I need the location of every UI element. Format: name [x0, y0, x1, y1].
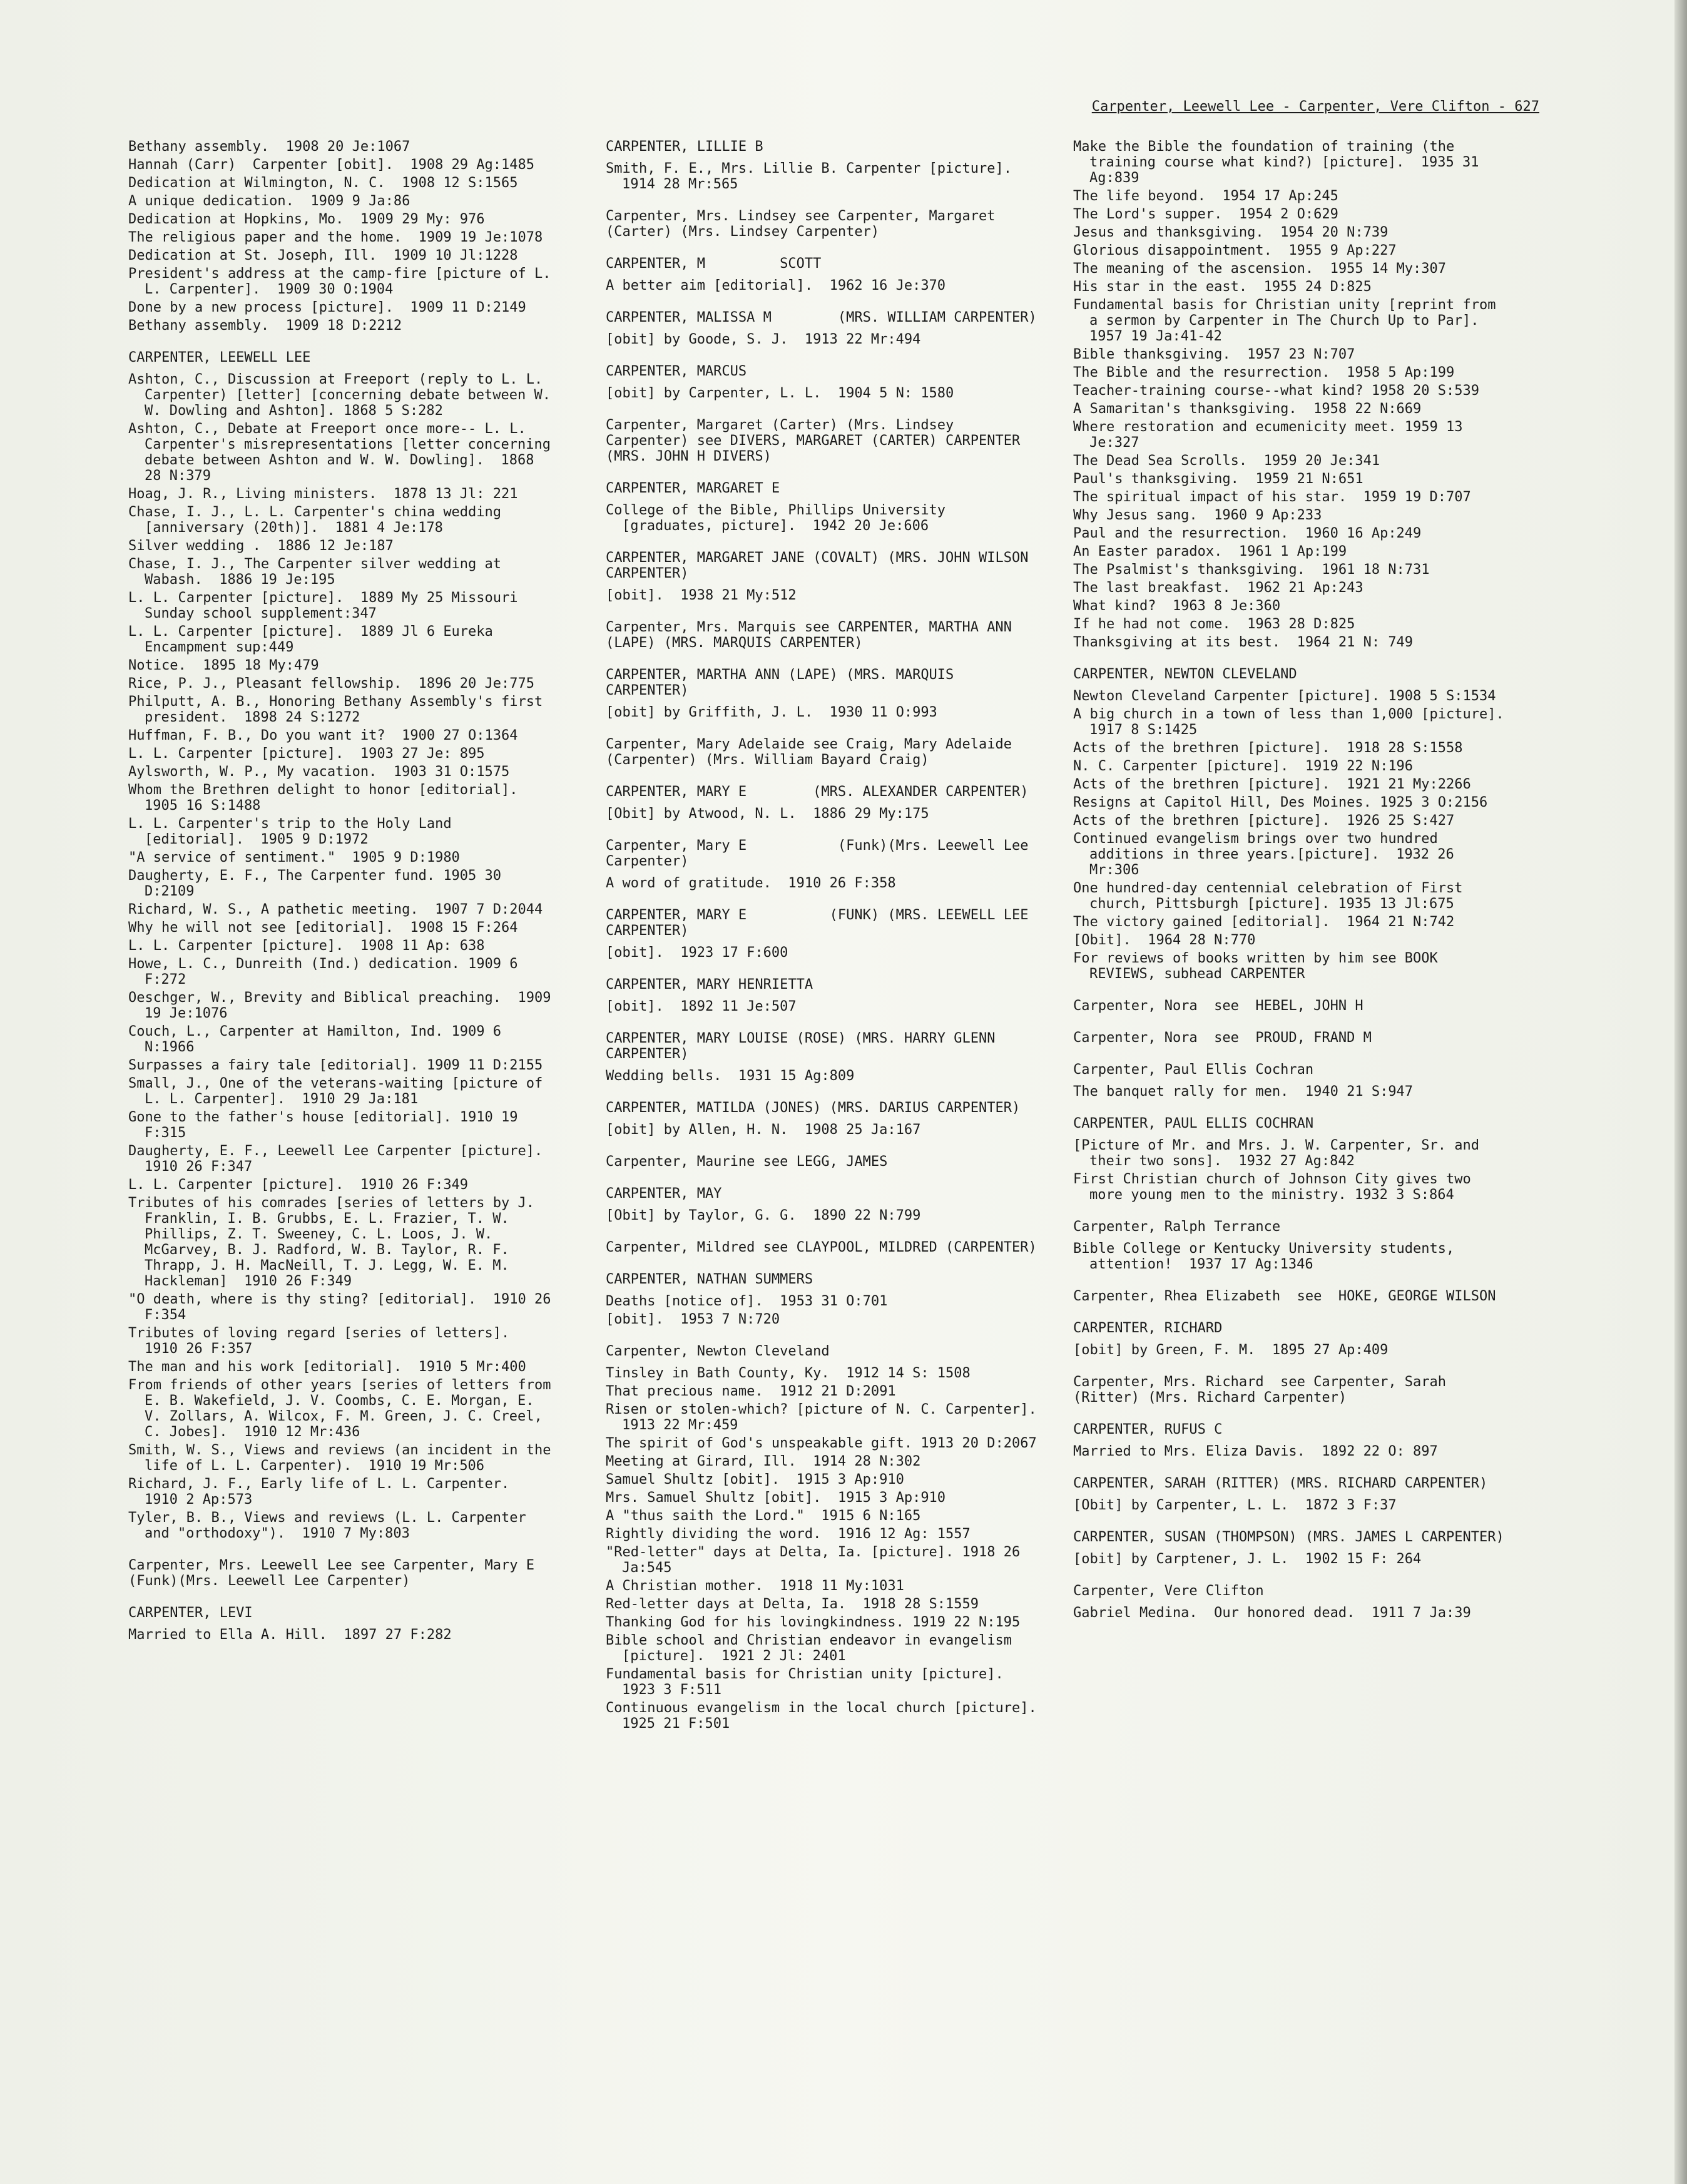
index-entry: That precious name. 1912 21 D:2091: [606, 1384, 896, 1399]
index-entry: Why Jesus sang. 1960 9 Ap:233: [1073, 508, 1322, 523]
index-entry: Teacher-training course--what kind? 1958 20 S:539: [1073, 383, 1480, 399]
index-heading: Carpenter, Mrs. Marquis see CARPENTER, MARTHA ANN (LAPE) (MRS. MARQUIS CARPENTER): [606, 620, 1021, 651]
index-entry: Bible school and Christian endeavor in evangelism [picture]. 1921 2 Jl: 2401: [606, 1633, 1021, 1664]
index-entry: The victory gained [editorial]. 1964 21 N:742: [1073, 914, 1455, 930]
index-section: [1073, 1320, 1511, 1358]
index-heading: CARPENTER, MATILDA (JONES) (MRS. DARIUS CARPENTER): [606, 1100, 1021, 1116]
index-heading: CARPENTER, RUFUS C: [1073, 1422, 1223, 1437]
index-entry: A word of gratitude. 1910 26 F:358: [606, 875, 896, 891]
index-heading: CARPENTER, RICHARD: [1073, 1320, 1223, 1336]
index-section: [606, 1154, 1037, 1170]
index-section: [606, 550, 1037, 603]
index-entry: Resigns at Capitol Hill, Des Moines. 1925 3 O:2156: [1073, 795, 1488, 810]
index-entry: L. L. Carpenter's trip to the Holy Land [editorial]. 1905 9 D:1972: [128, 816, 460, 847]
index-entry: Bible College or Kentucky University students, attention! 1937 17 Ag:1346: [1073, 1241, 1463, 1272]
index-entry: Fundamental basis for Christian unity [reprint from a sermon by Carpenter in The Church Up to Par]. 1957 19 Ja:41-42: [1073, 297, 1504, 344]
index-entry: Philputt, A. B., Honoring Bethany Assembly's first president. 1898 24 S:1272: [128, 694, 551, 725]
index-heading: Carpenter, Mary Adelaide see Craig, Mary Adelaide (Carpenter) (Mrs. William Bayard Craig): [606, 737, 1021, 768]
index-section: [606, 1344, 1054, 1732]
index-entry: For reviews of books written by him see BOOK REVIEWS, subhead CARPENTER: [1073, 951, 1447, 982]
index-entry: The spirit of God's unspeakable gift. 1913 20 D:2067: [606, 1436, 1037, 1451]
index-heading: CARPENTER, LILLIE B: [606, 139, 763, 155]
page-edge-shadow: [1674, 0, 1687, 2184]
index-entry: Jesus and thanksgiving. 1954 20 N:739: [1073, 225, 1389, 240]
index-entry: Notice. 1895 18 My:479: [128, 658, 319, 673]
index-entry: The Lord's supper. 1954 2 O:629: [1073, 207, 1338, 222]
index-entry: Richard, W. S., A pathetic meeting. 1907 7 D:2044: [128, 902, 543, 917]
index-entry: [obit] by Goode, S. J. 1913 22 Mr:494: [606, 332, 921, 347]
index-entry: The religious paper and the home. 1909 19 Je:1078: [128, 230, 543, 245]
index-entry: Risen or stolen-which? [picture of N. C. Carpenter]. 1913 22 Mr:459: [606, 1402, 1054, 1433]
index-section: [606, 1240, 1037, 1255]
index-entry: [obit]. 1953 7 N:720: [606, 1312, 780, 1327]
index-entry: Meeting at Girard, Ill. 1914 28 N:302: [606, 1454, 921, 1469]
index-section: [606, 310, 1037, 347]
index-section: [128, 1558, 609, 1589]
index-entry: Bethany assembly. 1908 20 Je:1067: [128, 139, 410, 155]
index-entry: Smith, W. S., Views and reviews (an incident in the life of L. L. Carpenter). 1910 19 Mr:506: [128, 1442, 559, 1474]
index-entry: The man and his work [editorial]. 1910 5 Mr:400: [128, 1359, 526, 1375]
index-entry: [obit]. 1892 11 Je:507: [606, 999, 797, 1014]
index-section: [606, 737, 1037, 768]
index-entry: L. L. Carpenter [picture]. 1889 My 25 Missouri Sunday school supplement:347: [128, 590, 526, 621]
index-entry: From friends of other years [series of letters from E. B. Wakefield, J. V. Coombs, C. E. Morgan, E. V. Zollars, A. Wilcox, F. M. Green, J. C. Creel, C. Jobes]. 1910 12 Mr:436: [128, 1377, 559, 1440]
index-entry: Ashton, C., Discussion at Freeport (reply to L. L. Carpenter) [letter] [concerning debate between W. W. Dowling and Ashton]. 1868 5 S:282: [128, 372, 559, 419]
index-heading: CARPENTER, PAUL ELLIS COCHRAN: [1073, 1116, 1314, 1131]
index-entry: [obit] by Griffith, J. L. 1930 11 O:993: [606, 705, 937, 720]
index-entry: A better aim [editorial]. 1962 16 Je:370: [606, 278, 946, 293]
running-header: Carpenter, Leewell Lee - Carpenter, Vere Clifton - 627: [1091, 99, 1539, 115]
index-entry: Gone to the father's house [editorial]. 1910 19 F:315: [128, 1110, 526, 1141]
index-entry: Hoag, J. R., Living ministers. 1878 13 Jl: 221: [128, 486, 518, 502]
index-entry: President's address at the camp-fire [picture of L. L. Carpenter]. 1909 30 O:1904: [128, 266, 559, 297]
index-entry: What kind? 1963 8 Je:360: [1073, 598, 1281, 614]
index-entry: The Psalmist's thanksgiving. 1961 18 N:731: [1073, 562, 1430, 578]
index-heading: CARPENTER, NEWTON CLEVELAND: [1073, 666, 1297, 682]
index-heading: CARPENTER, SARAH (RITTER) (MRS. RICHARD CARPENTER): [1073, 1476, 1488, 1491]
index-entry: Bible thanksgiving. 1957 23 N:707: [1073, 347, 1355, 362]
index-entry: His star in the east. 1955 24 D:825: [1073, 279, 1372, 295]
index-heading: CARPENTER, LEEWELL LEE: [128, 350, 311, 365]
index-entry: Couch, L., Carpenter at Hamilton, Ind. 1909 6 N:1966: [128, 1024, 510, 1055]
index-heading: Carpenter, Paul Ellis Cochran: [1073, 1062, 1314, 1078]
index-heading: CARPENTER, MARGARET JANE (COVALT) (MRS. JOHN WILSON CARPENTER): [606, 550, 1037, 581]
index-entry: Oeschger, W., Brevity and Biblical preaching. 1909 19 Je:1076: [128, 990, 559, 1021]
index-section: [1073, 1219, 1511, 1272]
index-entry: Deaths [notice of]. 1953 31 O:701: [606, 1294, 888, 1309]
index-entry: [obit] by Carptener, J. L. 1902 15 F: 264: [1073, 1551, 1422, 1567]
index-heading: Carpenter, Maurine see LEGG, JAMES: [606, 1154, 888, 1170]
index-section: [606, 1186, 1037, 1223]
index-entry: Thanking God for his lovingkindness. 1919 22 N:195: [606, 1615, 1021, 1630]
index-entry: Paul's thanksgiving. 1959 21 N:651: [1073, 471, 1363, 487]
index-entry: Bethany assembly. 1909 18 D:2212: [128, 318, 402, 334]
index-entry: Rice, P. J., Pleasant fellowship. 1896 20 Je:775: [128, 676, 535, 691]
index-entry: An Easter paradox. 1961 1 Ap:199: [1073, 544, 1347, 559]
index-entry: The meaning of the ascension. 1955 14 My:307: [1073, 261, 1447, 277]
index-entry: [obit] by Green, F. M. 1895 27 Ap:409: [1073, 1342, 1389, 1358]
index-heading: Carpenter, Ralph Terrance: [1073, 1219, 1281, 1235]
index-entry: [Obit] by Atwood, N. L. 1886 29 My:175: [606, 806, 929, 822]
index-entry: Daugherty, E. F., The Carpenter fund. 1905 30 D:2109: [128, 868, 510, 899]
index-entry: L. L. Carpenter [picture]. 1889 Jl 6 Eureka Encampment sup:449: [128, 624, 502, 655]
column-3: [1073, 139, 1521, 1623]
index-entry: Rightly dividing the word. 1916 12 Ag: 1557: [606, 1526, 971, 1542]
index-section: [128, 1605, 554, 1643]
column-1: [128, 139, 609, 1645]
index-entry: Chase, I. J., The Carpenter silver wedding at Wabash. 1886 19 Je:195: [128, 556, 510, 588]
index-section: [606, 208, 1037, 240]
index-entry: Samuel Shultz [obit]. 1915 3 Ap:910: [606, 1472, 904, 1487]
index-section: [606, 1100, 1037, 1138]
index-entry: L. L. Carpenter [picture]. 1903 27 Je: 895: [128, 746, 485, 762]
index-entry: The last breakfast. 1962 21 Ap:243: [1073, 580, 1363, 596]
index-section: [606, 364, 1037, 401]
index-entry: The Dead Sea Scrolls. 1959 20 Je:341: [1073, 453, 1380, 469]
index-entry: If he had not come. 1963 28 D:825: [1073, 616, 1355, 632]
index-entry: Tyler, B. B., Views and reviews (L. L. Carpenter and "orthodoxy"). 1910 7 My:803: [128, 1510, 535, 1541]
index-heading: CARPENTER, NATHAN SUMMERS: [606, 1272, 813, 1287]
index-entry: Acts of the brethren [picture]. 1921 21 My:2266: [1073, 777, 1471, 792]
index-entry: The Bible and the resurrection. 1958 5 Ap:199: [1073, 365, 1455, 380]
index-section: [606, 481, 1037, 534]
index-entry: Make the Bible the foundation of training (the training course what kind?) [picture]. 1935 31 Ag:839: [1073, 139, 1487, 186]
index-entry: Richard, J. F., Early life of L. L. Carpenter. 1910 2 Ap:573: [128, 1476, 526, 1508]
index-heading: Carpenter, Nora see PROUD, FRAND M: [1073, 1030, 1372, 1046]
index-entry: Tributes of loving regard [series of letters]. 1910 26 F:357: [128, 1325, 526, 1357]
index-entry: [Obit] by Carpenter, L. L. 1872 3 F:37: [1073, 1498, 1397, 1513]
index-entry: [obit]. 1938 21 My:512: [606, 588, 797, 603]
index-section: [606, 1272, 1037, 1327]
index-entry: Dedication at Wilmington, N. C. 1908 12 S:1565: [128, 175, 518, 191]
index-entry: A Samaritan's thanksgiving. 1958 22 N:669: [1073, 401, 1422, 417]
index-entry: Howe, L. C., Dunreith (Ind.) dedication. 1909 6 F:272: [128, 956, 526, 987]
index-entry: Continuous evangelism in the local church [picture]. 1925 21 F:501: [606, 1700, 1054, 1732]
index-heading: CARPENTER, MARTHA ANN (LAPE) (MRS. MARQUIS CARPENTER): [606, 667, 962, 698]
index-heading: CARPENTER, MARGARET E: [606, 481, 780, 496]
index-entry: [obit]. 1923 17 F:600: [606, 945, 788, 961]
index-entry: Glorious disappointment. 1955 9 Ap:227: [1073, 243, 1397, 258]
index-entry: [obit] by Allen, H. N. 1908 25 Ja:167: [606, 1122, 921, 1138]
index-entry: L. L. Carpenter [picture]. 1910 26 F:349: [128, 1177, 469, 1193]
index-section: [128, 139, 559, 334]
index-heading: CARPENTER, MAY: [606, 1186, 722, 1202]
index-entry: Hannah (Carr) Carpenter [obit]. 1908 29 Ag:1485: [128, 157, 535, 173]
index-heading: Carpenter, Margaret (Carter) (Mrs. Lindsey Carpenter) see DIVERS, MARGARET (CARTER) CARPENTER (MRS. JOHN H DIVERS): [606, 417, 1029, 464]
index-heading: Carpenter, Mrs. Richard see Carpenter, Sarah (Ritter) (Mrs. Richard Carpenter): [1073, 1374, 1455, 1406]
index-entry: Aylsworth, W. P., My vacation. 1903 31 O:1575: [128, 764, 510, 780]
index-heading: CARPENTER, LEVI: [128, 1605, 253, 1621]
column-2: [606, 139, 1054, 1734]
index-entry: Chase, I. J., L. L. Carpenter's china wedding [anniversary (20th)]. 1881 4 Je:178: [128, 504, 510, 536]
index-heading: CARPENTER, MARY HENRIETTA: [606, 977, 813, 992]
index-entry: Married to Ella A. Hill. 1897 27 F:282: [128, 1627, 452, 1643]
index-section: [1073, 666, 1521, 982]
index-entry: "O death, where is thy sting? [editorial]. 1910 26 F:354: [128, 1292, 559, 1323]
index-heading: Carpenter, Mildred see CLAYPOOL, MILDRED (CARPENTER): [606, 1240, 1037, 1255]
index-entry: A unique dedication. 1909 9 Ja:86: [128, 193, 410, 209]
index-heading: CARPENTER, MARY LOUISE (ROSE) (MRS. HARRY GLENN CARPENTER): [606, 1031, 1004, 1062]
index-section: [1073, 1374, 1511, 1406]
index-entry: College of the Bible, Phillips University [graduates, picture]. 1942 20 Je:606: [606, 503, 954, 534]
index-section: [606, 907, 1037, 961]
index-entry: Gabriel Medina. Our honored dead. 1911 7 Ja:39: [1073, 1605, 1471, 1621]
index-entry: The banquet rally for men. 1940 21 S:947: [1073, 1084, 1414, 1100]
index-entry: [Picture of Mr. and Mrs. J. W. Carpenter, Sr. and their two sons]. 1932 27 Ag:842: [1073, 1138, 1488, 1169]
index-entry: Tributes of his comrades [series of letters by J. Franklin, I. B. Grubbs, E. L. Frazier, T. W. Phillips, Z. T. Sweeney, C. L. Loos, J. W. McGarvey, B. J. Radford, W. B. Taylor, R. F. Thrapp, J. H. MacNeill, T. J. Legg, W. E. M. Hackleman] 1910 26 F:349: [128, 1195, 543, 1289]
index-entry: [Obit] by Taylor, G. G. 1890 22 N:799: [606, 1208, 921, 1223]
index-section: [1073, 1583, 1511, 1621]
index-entry: Daugherty, E. F., Leewell Lee Carpenter [picture]. 1910 26 F:347: [128, 1143, 559, 1175]
index-entry: [Obit]. 1964 28 N:770: [1073, 932, 1256, 948]
index-section: [1073, 1116, 1511, 1203]
index-entry: Fundamental basis for Christian unity [picture]. 1923 3 F:511: [606, 1666, 1021, 1698]
index-entry: Acts of the brethren [picture]. 1918 28 S:1558: [1073, 740, 1463, 756]
index-entry: Smith, F. E., Mrs. Lillie B. Carpenter [picture]. 1914 28 Mr:565: [606, 161, 1029, 192]
index-entry: One hundred-day centennial celebration of First church, Pittsburgh [picture]. 1935 13 Jl:675: [1073, 880, 1471, 912]
index-section: [606, 139, 1037, 192]
index-heading: Carpenter, Vere Clifton: [1073, 1583, 1264, 1599]
index-entry: Huffman, F. B., Do you want it? 1900 27 O:1364: [128, 728, 518, 743]
index-entry: A Christian mother. 1918 11 My:1031: [606, 1578, 904, 1594]
index-entry: Small, J., One of the veterans-waiting [picture of L. L. Carpenter]. 1910 29 Ja:181: [128, 1076, 551, 1107]
index-heading: CARPENTER, MALISSA M (MRS. WILLIAM CARPENTER): [606, 310, 1037, 325]
index-entry: [obit] by Carpenter, L. L. 1904 5 N: 1580: [606, 385, 954, 401]
index-section: [606, 1031, 1037, 1084]
index-heading: Carpenter, Mrs. Lindsey see Carpenter, Margaret (Carter) (Mrs. Lindsey Carpenter): [606, 208, 1004, 240]
index-entry: Acts of the brethren [picture]. 1926 25 S:427: [1073, 813, 1455, 829]
index-section: [1073, 1030, 1511, 1046]
index-heading: CARPENTER, MARY E (MRS. ALEXANDER CARPENTER): [606, 784, 1029, 800]
index-heading: CARPENTER, MARY E (FUNK) (MRS. LEEWELL LEE CARPENTER): [606, 907, 1037, 939]
index-entry: "Red-letter" days at Delta, Ia. [picture]. 1918 26 Ja:545: [606, 1544, 1029, 1576]
index-heading: CARPENTER, M SCOTT: [606, 256, 822, 272]
index-section: [606, 977, 1037, 1014]
index-heading: Carpenter, Newton Cleveland: [606, 1344, 830, 1359]
index-section: [1073, 1288, 1511, 1304]
index-entry: Red-letter days at Delta, Ia. 1918 28 S:1559: [606, 1596, 979, 1612]
index-section: [1073, 1062, 1511, 1100]
index-section: [606, 256, 1037, 293]
index-section: [1073, 1422, 1511, 1459]
index-entry: Surpasses a fairy tale [editorial]. 1909 11 D:2155: [128, 1058, 543, 1073]
index-entry: A "thus saith the Lord." 1915 6 N:165: [606, 1508, 921, 1524]
index-entry: Silver wedding . 1886 12 Je:187: [128, 538, 394, 554]
index-heading: Carpenter, Mary E (Funk)(Mrs. Leewell Lee Carpenter): [606, 838, 1037, 869]
index-entry: Wedding bells. 1931 15 Ag:809: [606, 1068, 855, 1084]
index-entry: Dedication at Hopkins, Mo. 1909 29 My: 976: [128, 212, 485, 227]
index-entry: First Christian church of Johnson City gives two more young men to the ministry. 1932 3 S:864: [1073, 1171, 1480, 1203]
index-entry: Done by a new process [picture]. 1909 11 D:2149: [128, 300, 526, 315]
index-section: [1073, 139, 1511, 650]
index-entry: The life beyond. 1954 17 Ap:245: [1073, 188, 1338, 204]
index-section: [606, 784, 1037, 822]
index-entry: Continued evangelism brings over two hundred additions in three years.[picture]. 1932 26 Mr:306: [1073, 831, 1463, 878]
index-section: [1073, 1476, 1511, 1513]
index-entry: Thanksgiving at its best. 1964 21 N: 749: [1073, 635, 1414, 650]
index-entry: Ashton, C., Debate at Freeport once more-- L. L. Carpenter's misrepresentations [letter concerning debate between Ashton and W. W. Dowling]. 1868 28 N:379: [128, 421, 559, 484]
index-heading: Carpenter, Mrs. Leewell Lee see Carpenter, Mary E (Funk)(Mrs. Leewell Lee Carpenter): [128, 1558, 609, 1589]
index-entry: Mrs. Samuel Shultz [obit]. 1915 3 Ap:910: [606, 1490, 946, 1506]
index-entry: L. L. Carpenter [picture]. 1908 11 Ap: 638: [128, 938, 485, 954]
index-entry: Newton Cleveland Carpenter [picture]. 1908 5 S:1534: [1073, 688, 1496, 704]
index-heading: Carpenter, Rhea Elizabeth see HOKE, GEORGE WILSON: [1073, 1288, 1496, 1304]
index-section: [606, 620, 1037, 651]
index-section: [1073, 998, 1511, 1014]
index-section: [128, 350, 559, 1541]
index-entry: N. C. Carpenter [picture]. 1919 22 N:196: [1073, 758, 1414, 774]
index-entry: "A service of sentiment." 1905 9 D:1980: [128, 850, 460, 865]
index-entry: Why he will not see [editorial]. 1908 15 F:264: [128, 920, 518, 936]
index-entry: Paul and the resurrection. 1960 16 Ap:249: [1073, 526, 1422, 541]
index-entry: Where restoration and ecumenicity meet. 1959 13 Je:327: [1073, 419, 1471, 451]
index-heading: CARPENTER, SUSAN (THOMPSON) (MRS. JAMES L CARPENTER): [1073, 1529, 1504, 1545]
index-entry: The spiritual impact of his star. 1959 19 D:707: [1073, 489, 1471, 505]
index-entry: A big church in a town of less than 1,000 [picture]. 1917 8 S:1425: [1073, 707, 1521, 738]
index-entry: Whom the Brethren delight to honor [editorial]. 1905 16 S:1488: [128, 782, 535, 814]
index-entry: Married to Mrs. Eliza Davis. 1892 22 O: 897: [1073, 1444, 1438, 1459]
index-entry: Tinsley in Bath County, Ky. 1912 14 S: 1508: [606, 1365, 971, 1381]
index-section: [606, 667, 1037, 720]
index-heading: Carpenter, Nora see HEBEL, JOHN H: [1073, 998, 1363, 1014]
index-section: [606, 838, 1037, 891]
index-entry: Dedication at St. Joseph, Ill. 1909 10 Jl:1228: [128, 248, 518, 263]
index-section: [1073, 1529, 1511, 1567]
index-section: [606, 417, 1037, 464]
index-heading: CARPENTER, MARCUS: [606, 364, 747, 379]
